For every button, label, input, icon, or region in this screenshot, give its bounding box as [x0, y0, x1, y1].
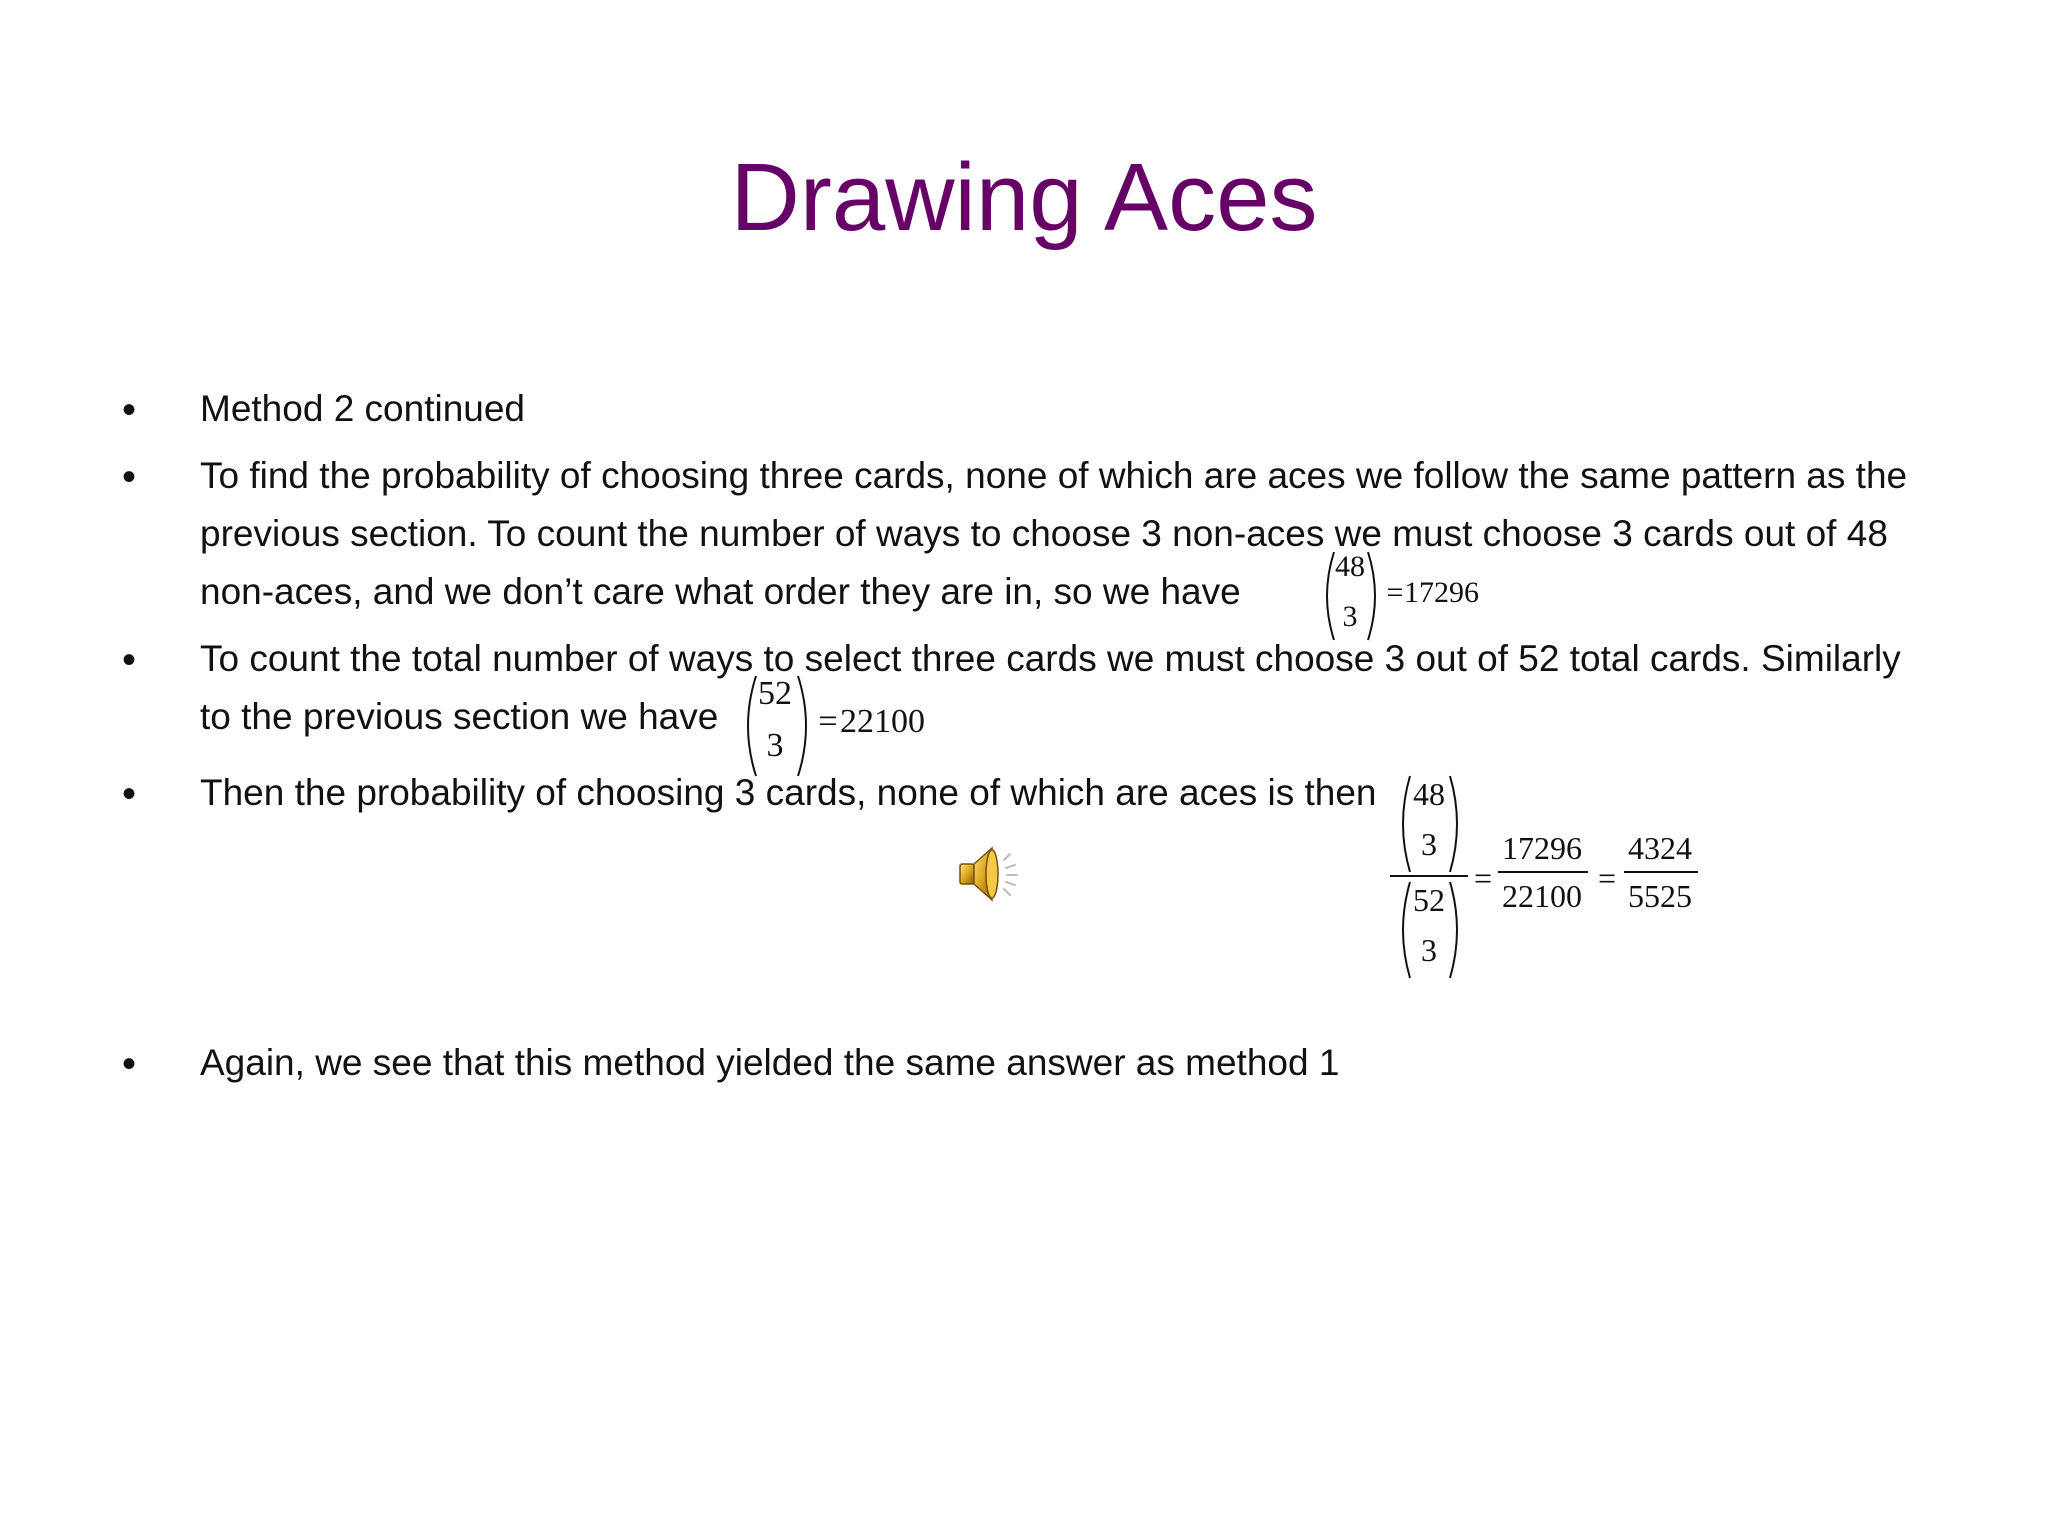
result-value: 22100: [840, 703, 925, 740]
bullet-text-2-line-1: To find the probability of choosing three cards, none of which are aces we follow the same pattern as the: [200, 455, 1908, 496]
bullet-text-3-line-2: to the previous section we have: [200, 696, 719, 737]
bullet-marker: •: [122, 772, 137, 816]
bullet-marker: •: [122, 388, 137, 432]
bullet-text-1: Method 2 continued: [200, 388, 526, 429]
bullet-text-2-line-2: previous section. To count the number of ways to choose 3 non-aces we must choose 3 cards out of 48: [200, 513, 1888, 554]
right-paren: [1446, 878, 1466, 982]
slide-title: Drawing Aces: [730, 144, 1318, 251]
fraction-bar: [1498, 871, 1588, 873]
bullet-text-3-line-1: To count the total number of ways to select three cards we must choose 3 out of 52 total cards. Similarly: [200, 638, 1901, 679]
binom-n: 48: [1413, 776, 1445, 812]
fraction-bar: [1390, 875, 1468, 877]
bullet-marker: •: [122, 455, 137, 499]
binom-k: 3: [1342, 600, 1358, 633]
binom-n: 52: [1413, 882, 1445, 918]
formula-probability: [1390, 772, 1710, 982]
fraction-denominator: 5525: [1628, 878, 1692, 914]
binom-n: 52: [758, 675, 792, 712]
fraction-numerator: 17296: [1502, 830, 1582, 866]
bullet-text-4: Then the probability of choosing 3 cards, none of which are aces is then: [200, 772, 1377, 813]
fraction-numerator: 4324: [1628, 830, 1692, 866]
fraction-denominator: 22100: [1502, 878, 1582, 914]
right-paren: [1446, 772, 1466, 876]
bullet-text-2-line-3: non-aces, and we don’t care what order they are in, so we have: [200, 571, 1241, 612]
equals-sign: =: [1473, 860, 1493, 896]
speaker-icon[interactable]: [952, 838, 1024, 910]
fraction-bar: [1624, 871, 1698, 873]
bullet-marker: •: [122, 1042, 137, 1086]
bullet-text-5: Again, we see that this method yielded the same answer as method 1: [200, 1042, 1340, 1083]
equals-sign: =: [818, 703, 838, 740]
binom-k: 3: [1421, 932, 1437, 968]
result-value: 17296: [1404, 576, 1479, 609]
equals-sign: =: [1386, 576, 1404, 609]
binom-k: 3: [766, 727, 784, 764]
equals-sign: =: [1597, 860, 1617, 896]
binom-k: 3: [1421, 826, 1437, 862]
binom-n: 48: [1335, 550, 1365, 583]
bullet-marker: •: [122, 638, 137, 682]
